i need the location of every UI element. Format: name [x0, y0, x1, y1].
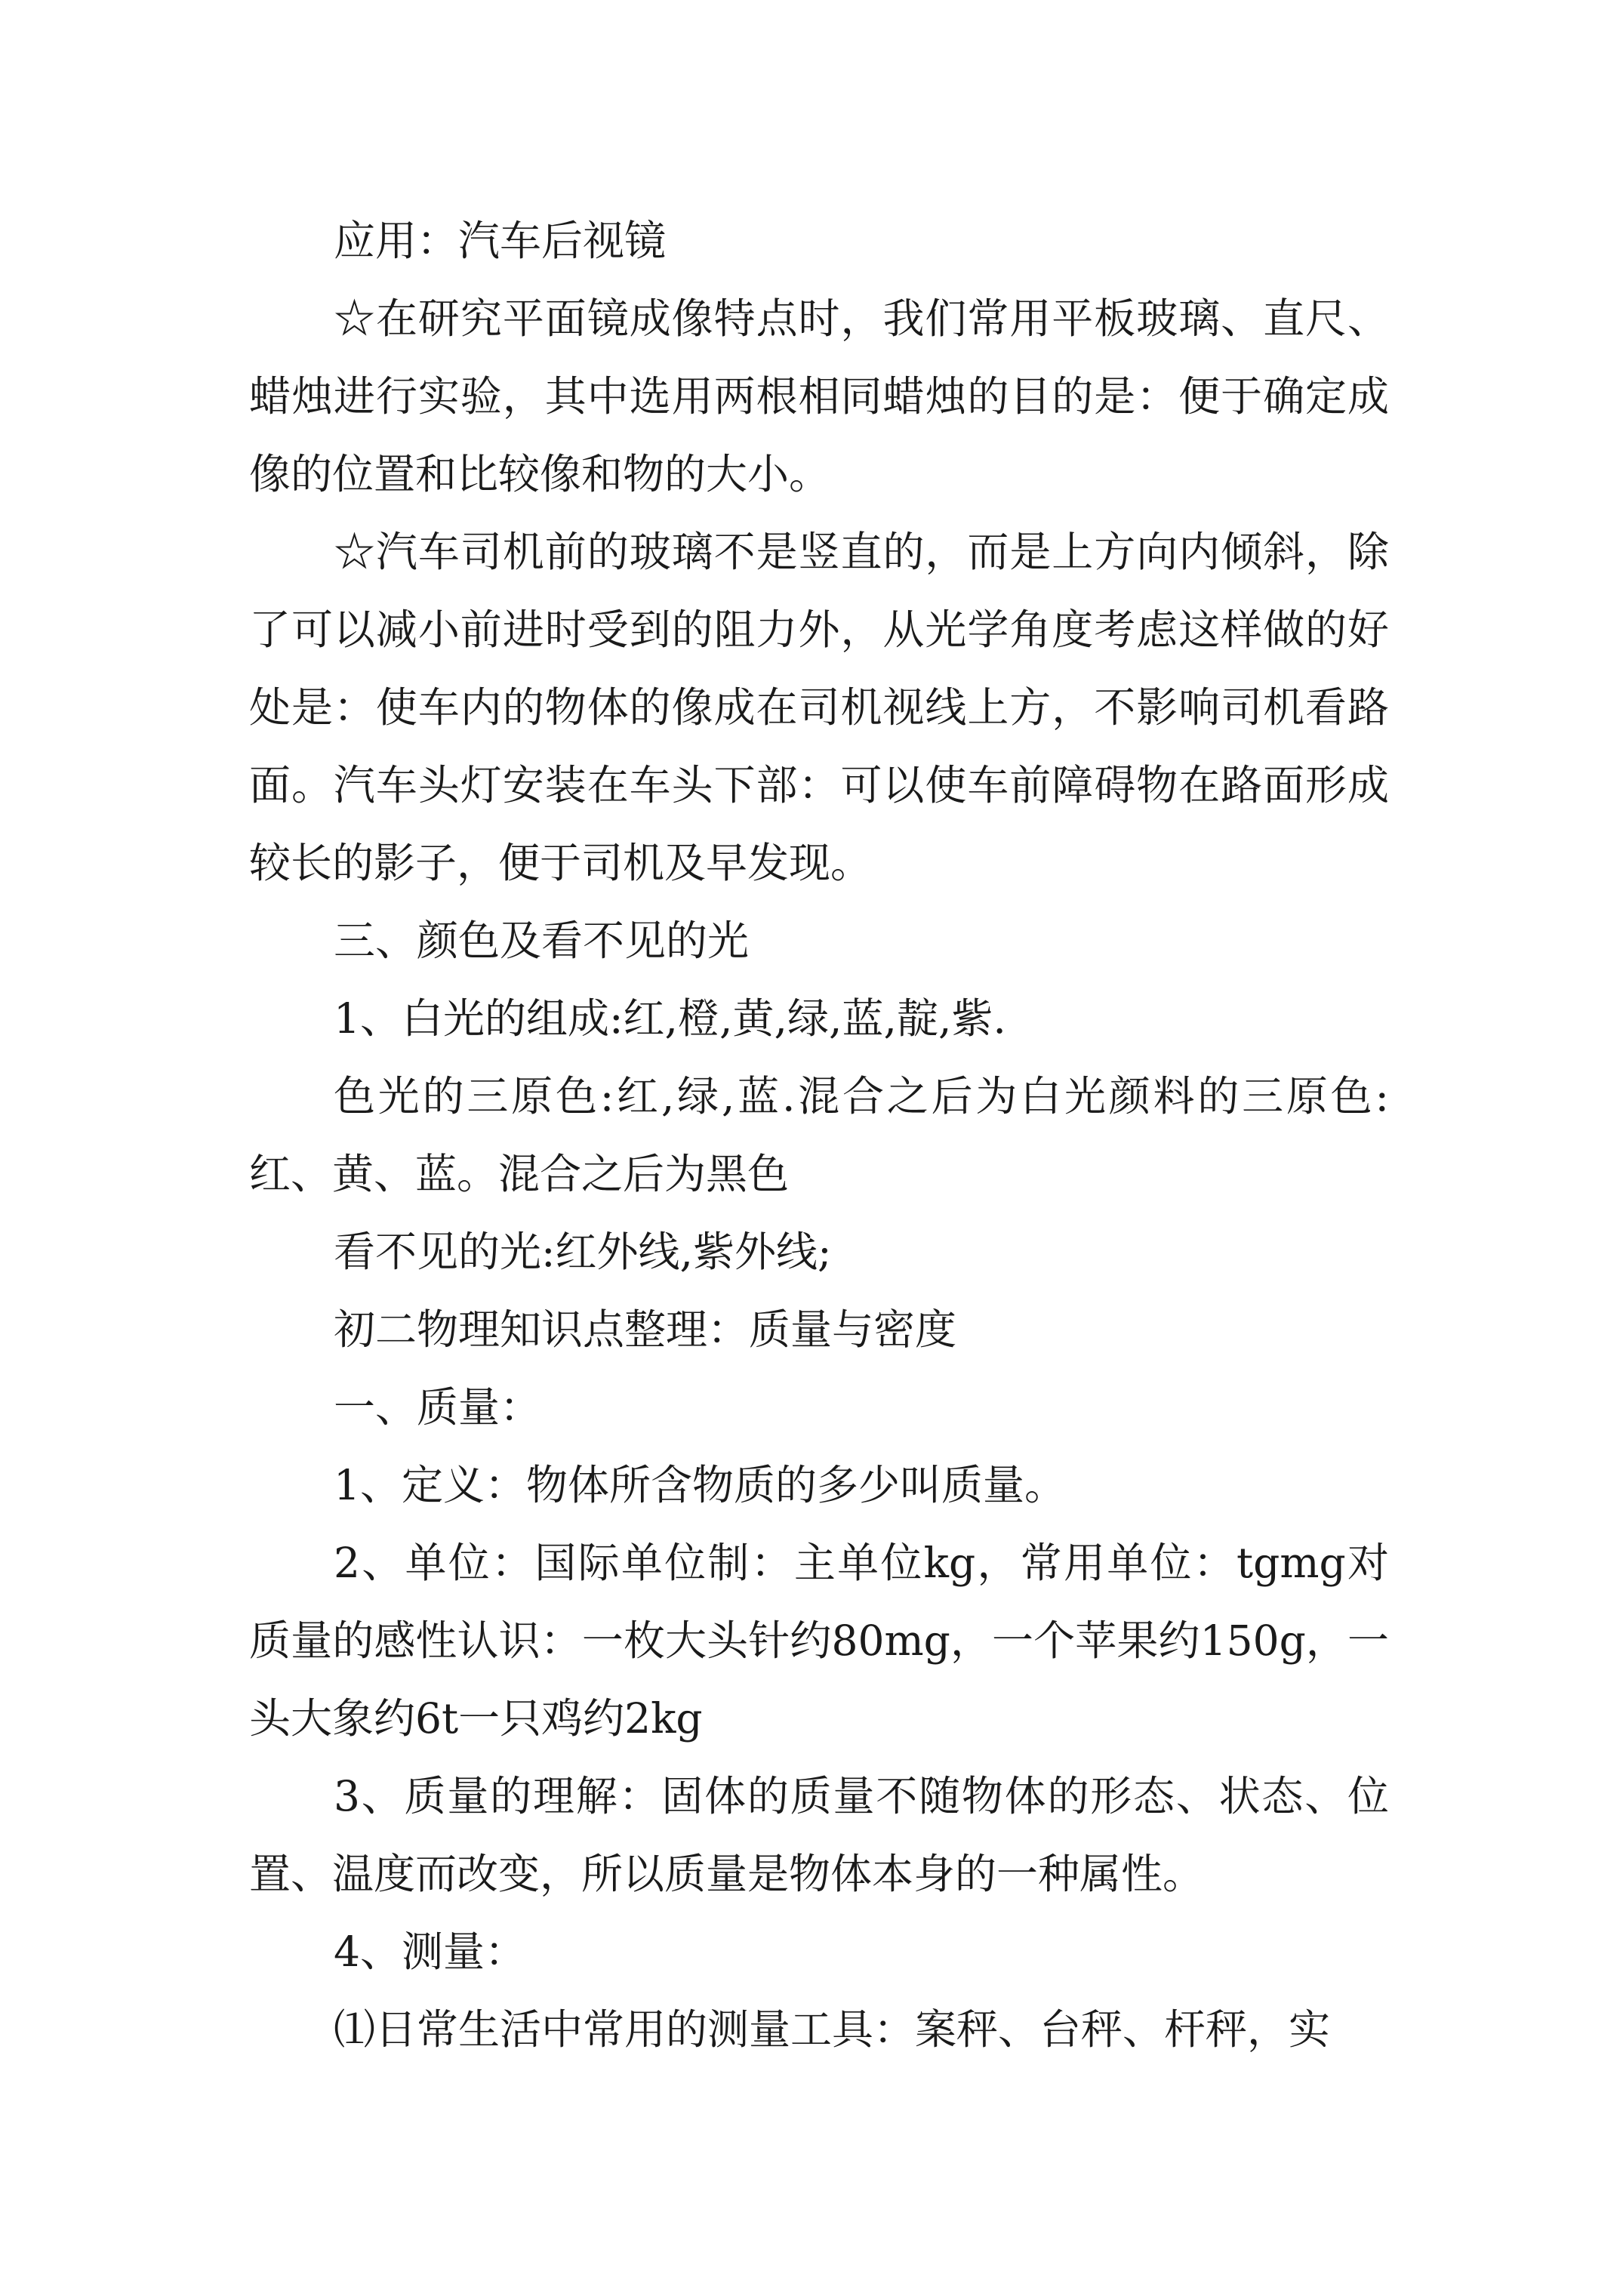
paragraph-units: 2、单位：国际单位制：主单位kg，常用单位：tgmg对质量的感性认识：一枚大头针约80mg，一个苹果约150g，一头大象约6t一只鸡约2kg [249, 1539, 1389, 1743]
paragraph-mass-understanding: 3、质量的理解：固体的质量不随物体的形态、状态、位置、温度而改变，所以质量是物体本身的一种属性。 [249, 1772, 1389, 1898]
paragraph-measurement: 4、测量： [334, 1928, 526, 1976]
paragraph-invisible-light: 看不见的光:红外线,紫外线; [334, 1228, 832, 1276]
paragraph-white-light: 1、白光的组成:红,橙,黄,绿,蓝,靛,紫. [334, 994, 1006, 1043]
section-heading-color-light: 三、颜色及看不见的光 [334, 917, 750, 965]
section-title-mass-density: 初二物理知识点整理：质量与密度 [334, 1305, 957, 1354]
paragraph-measuring-tools: ⑴日常生活中常用的测量工具：案秤、台秤、杆秤，实 [334, 2005, 1331, 2054]
document-body [249, 202, 1389, 2069]
paragraph-windshield: ☆汽车司机前的玻璃不是竖直的，而是上方向内倾斜，除了可以减小前进时受到的阻力外，从光学角度考虑这样做的好处是：使车内的物体的像成在司机视线上方，不影响司机看路面。汽车头灯安装在车头下部：可以使车前障碍物在路面形成较长的影子，便于司机及早发现。 [249, 528, 1389, 887]
paragraph-mirror-experiment: ☆在研究平面镜成像特点时，我们常用平板玻璃、直尺、蜡烛进行实验，其中选用两根相同蜡烛的目的是：便于确定成像的位置和比较像和物的大小。 [249, 294, 1389, 498]
paragraph-primary-colors: 色光的三原色:红,绿,蓝.混合之后为白光颜料的三原色:红、黄、蓝。混合之后为黑色 [249, 1072, 1389, 1198]
section-heading-mass: 一、质量： [334, 1383, 542, 1432]
paragraph-application: 应用：汽车后视镜 [334, 217, 667, 265]
paragraph-definition: 1、定义：物体所含物质的多少叫质量。 [334, 1461, 1066, 1509]
